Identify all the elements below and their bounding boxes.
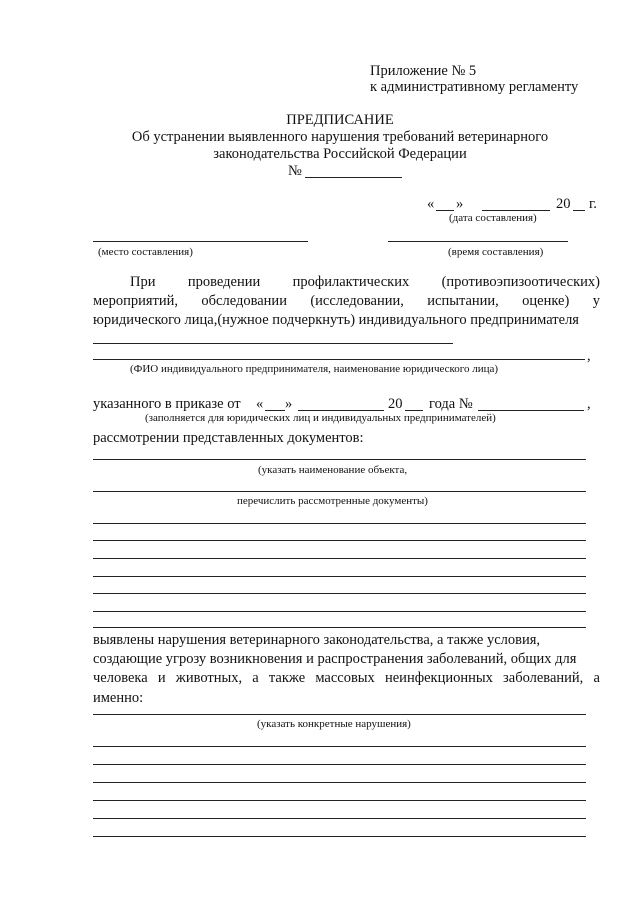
date-year-suffix: г.	[589, 196, 597, 212]
documents-caption: перечислить рассмотренные документы)	[237, 495, 428, 507]
date-close-quote: »	[456, 196, 464, 212]
paragraph-inspection-line3: юридического лица,(нужное подчеркнуть) индивидуального предпринимателя	[93, 312, 579, 328]
blank-line[interactable]	[93, 593, 586, 594]
blank-line[interactable]	[93, 611, 586, 612]
blank-line[interactable]	[93, 558, 586, 559]
time-field-line[interactable]	[388, 241, 568, 242]
order-year-label: года №	[429, 396, 473, 412]
blank-line[interactable]	[93, 540, 586, 541]
date-century: 20	[556, 196, 571, 212]
order-day-line[interactable]	[265, 410, 285, 411]
date-caption: (дата составления)	[449, 212, 537, 224]
violations-line1: выявлены нарушения ветеринарного законодательства, а также условия,	[93, 632, 541, 648]
entity-name-caption: (ФИО индивидуального предпринимателя, наименование юридического лица)	[130, 363, 499, 375]
document-subtitle-line1: Об устранении выявленного нарушения требований ветеринарного	[131, 129, 549, 145]
order-open-quote: «	[256, 396, 264, 412]
place-caption: (место составления)	[98, 246, 193, 258]
blank-line[interactable]	[93, 764, 586, 765]
blank-line[interactable]	[93, 523, 586, 524]
review-line: рассмотрении представленных документов:	[93, 430, 364, 446]
blank-line[interactable]	[93, 782, 586, 783]
paragraph-inspection-line1: При проведении профилактических (противоэпизоотических)	[130, 274, 600, 290]
blank-line[interactable]	[93, 836, 586, 837]
object-field-line[interactable]	[93, 459, 586, 460]
blank-line[interactable]	[93, 818, 586, 819]
order-prefix: указанного в приказе от	[93, 396, 241, 412]
entity-name-line2[interactable]	[93, 359, 585, 360]
date-open-quote: «	[427, 196, 435, 212]
blank-line[interactable]	[93, 627, 586, 628]
paragraph-inspection-line2: мероприятий, обследовании (исследовании, испытании, оценке) у	[93, 293, 600, 309]
violations-caption: (указать конкретные нарушения)	[257, 718, 411, 730]
violations-line3: человека и животных, а также массовых неинфекционных заболеваний, а	[93, 670, 600, 686]
number-label: №	[288, 163, 302, 179]
object-caption: (указать наименование объекта,	[258, 464, 408, 476]
appendix-number: Приложение № 5	[370, 63, 477, 79]
entity-name-comma: ,	[587, 348, 591, 364]
number-field-line[interactable]	[305, 177, 402, 178]
blank-line[interactable]	[93, 576, 586, 577]
time-caption: (время составления)	[448, 246, 544, 258]
entity-name-line1[interactable]	[93, 343, 453, 344]
order-century: 20	[388, 396, 403, 412]
violations-line4: именно:	[93, 690, 144, 706]
document-title: ПРЕДПИСАНИЕ	[286, 112, 394, 128]
violations-field-line[interactable]	[93, 714, 586, 715]
order-close-quote: »	[285, 396, 293, 412]
order-year-line[interactable]	[405, 410, 423, 411]
documents-field-line[interactable]	[93, 491, 586, 492]
blank-line[interactable]	[93, 800, 586, 801]
date-day-line[interactable]	[436, 210, 454, 211]
order-month-line[interactable]	[298, 410, 384, 411]
order-comma: ,	[587, 396, 591, 412]
blank-line[interactable]	[93, 746, 586, 747]
date-month-line[interactable]	[482, 210, 550, 211]
date-year-line[interactable]	[573, 210, 585, 211]
document-subtitle-line2: законодательства Российской Федерации	[213, 146, 467, 162]
order-number-line[interactable]	[478, 410, 584, 411]
appendix-regulation: к административному регламенту	[370, 79, 579, 95]
order-caption: (заполняется для юридических лиц и индивидуальных предпринимателей)	[145, 412, 496, 424]
place-field-line[interactable]	[93, 241, 308, 242]
violations-line2: создающие угрозу возникновения и распространения заболеваний, общих для	[93, 651, 577, 667]
